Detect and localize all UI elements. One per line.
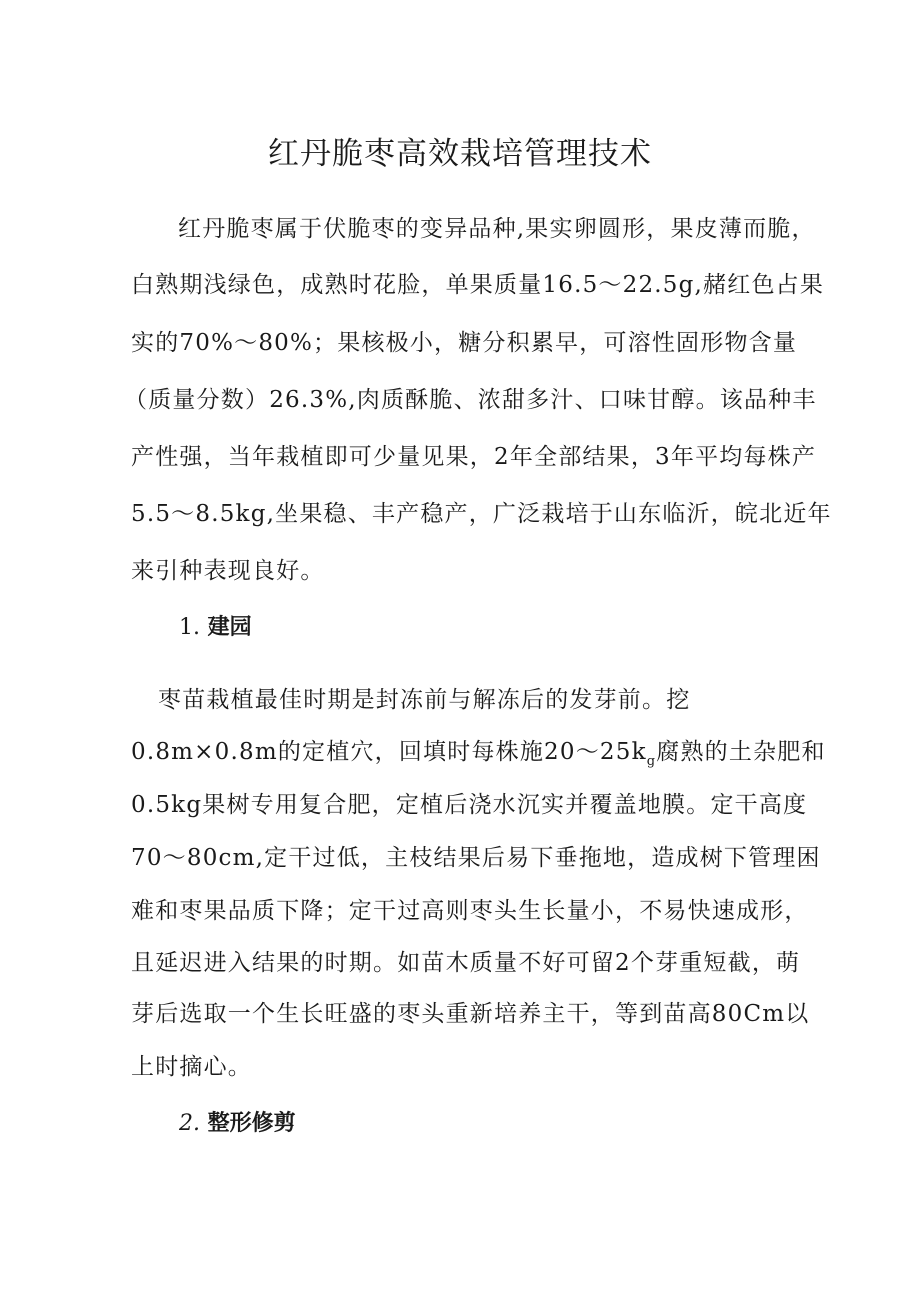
section-1-line-8: 上时摘心。 xyxy=(131,1054,252,1080)
section-1-number: 1. xyxy=(179,615,200,640)
section-1-heading xyxy=(179,613,252,643)
section-1-line-4: 70～80cm,定干过低，主枝结果后易下垂拖地，造成树下管理困 xyxy=(131,845,821,871)
section-1-line-6: 且延迟进入结果的时期。如苗木质量不好可留2个芽重短截，萌 xyxy=(131,950,801,976)
intro-line-3: 实的70%～80%；果核极小，糖分积累早，可溶性固形物含量 xyxy=(131,330,798,356)
unit-subscript: g xyxy=(646,754,657,769)
intro-line-1: 红丹脆枣属于伏脆枣的变异品种,果实卵圆形，果皮薄而脆， xyxy=(178,216,816,242)
section-2-number: 2. xyxy=(179,1111,200,1136)
intro-line-6: 5.5～8.5kg,坐果稳、丰产稳产，广泛栽培于山东临沂，皖北近年 xyxy=(131,501,832,527)
section-2-heading xyxy=(179,1109,296,1139)
intro-line-4: （质量分数）26.3%,肉质酥脆、浓甜多汁、口味甘醇。该品种丰 xyxy=(124,387,817,413)
section-1-line-7: 芽后选取一个生长旺盛的枣头重新培养主干，等到苗高80Cm以 xyxy=(131,1001,810,1027)
section-1-line-1: 枣苗栽植最佳时期是封冻前与解冻后的发芽前。挖 xyxy=(158,687,691,713)
section-1-line-5: 难和枣果品质下降；定干过高则枣头生长量小，不易快速成形， xyxy=(131,898,809,924)
section-2-title: 整形修剪 xyxy=(207,1111,296,1136)
section-1-line-2-tail: 腐熟的土杂肥和 xyxy=(656,739,826,765)
section-1-line-2-text: 0.8m×0.8m的定植穴，回填时每株施20～25k xyxy=(131,739,647,765)
intro-line-5: 产性强，当年栽植即可少量见果，2年全部结果，3年平均每株产 xyxy=(131,444,817,470)
document-title: 红丹脆枣高效栽培管理技术 xyxy=(268,136,652,172)
intro-line-7: 来引种表现良好。 xyxy=(131,558,325,584)
section-1-title: 建园 xyxy=(207,615,252,640)
section-1-line-3: 0.5kg果树专用复合肥，定植后浇水沉实并覆盖地膜。定干高度 xyxy=(131,792,808,818)
intro-line-2: 白熟期浅绿色，成熟时花脸，单果质量16.5～22.5g,赭红色占果 xyxy=(131,272,825,298)
section-1-line-2 xyxy=(131,737,826,777)
